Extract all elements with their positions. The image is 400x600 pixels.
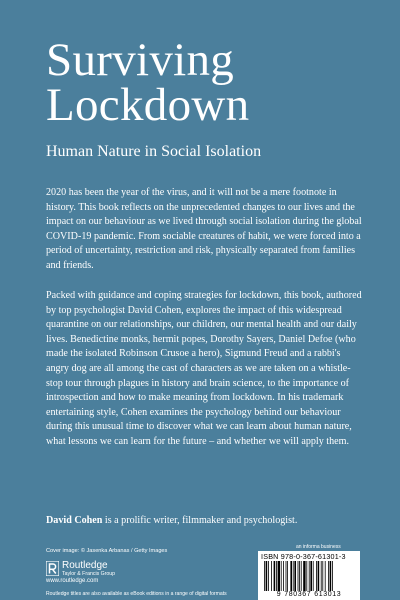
author-name: David Cohen	[46, 515, 103, 526]
publisher-group: Taylor & Francis Group	[62, 571, 116, 577]
blurb-paragraph-2: Packed with guidance and coping strategies for lockdown, this book, authored by top psychologist David Cohen, explores the impact of this widespread quarantine on our relationships, our children, our mental health and our daily lives. Benedictine monks, hermit popes, Dorothy Sayers, Daniel Defoe (who made the isolated Robinson Crusoe a hero), Sigmund Freud and a rabbi's angry dog are all among the cast of characters as we are taken on a whistle-stop tour through plagues in history and brain science, to the importance of introspection and how to make meaning from lockdown. In his trademark entertaining style, Cohen examines the psychology behind our behaviour during this unusual time to discover what we can learn about human nature, what lessons we can learn for the future – and whether we will apply them.	[46, 290, 362, 447]
blurb-paragraph-1: 2020 has been the year of the virus, and it will not be a mere footnote in history. This book reflects on the unprecedented changes to our lives and the impact on our behaviour as we lived through social isolation during the global COVID-19 pandemic. From sociable creatures of habit, we were forced into a period of uncertainty, restriction and risk, physically separated from families and friends.	[46, 187, 362, 271]
ean-group-1: 780367	[284, 591, 312, 598]
author-bio-text: is a prolific writer, filmmaker and psychologist.	[102, 515, 298, 526]
informa-tag: an informa business	[296, 544, 341, 550]
title-line-2: Lockdown	[46, 79, 250, 131]
isbn-barcode	[258, 551, 360, 600]
publisher-website: www.routledge.com	[46, 578, 99, 584]
ebook-notice: Routledge titles are also available as eBook editions in a range of digital formats	[46, 591, 227, 597]
ean-group-2: 613013	[314, 591, 342, 598]
ean-first-digit: 9	[276, 591, 282, 598]
routledge-r-logo-icon	[46, 561, 59, 576]
isbn-label: ISBN 978-0-367-61301-3	[261, 552, 346, 561]
title-line-1: Surviving	[46, 34, 235, 86]
book-title	[46, 34, 250, 131]
book-subtitle: Human Nature in Social Isolation	[46, 143, 262, 160]
cover-image-credit: Cover image: © Jasenka Arbanas / Getty Images	[46, 548, 168, 554]
ean-digits	[258, 591, 360, 598]
author-bio	[46, 514, 364, 529]
publisher-name: Routledge	[62, 560, 108, 571]
barcode-bars	[264, 561, 358, 591]
